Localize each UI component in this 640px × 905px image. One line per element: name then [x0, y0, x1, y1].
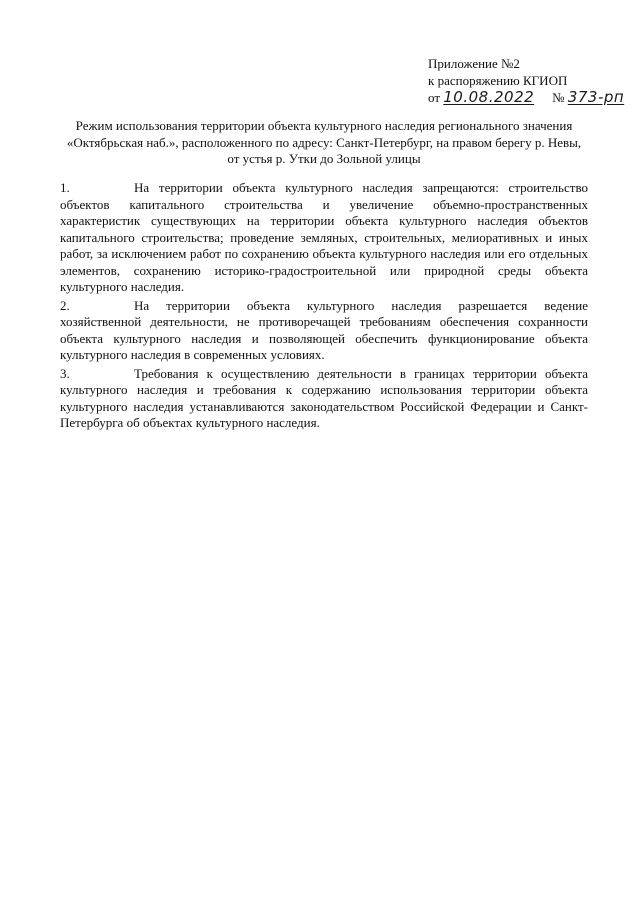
- paragraph-text: Требования к осуществлению деятельности в границах территории объекта культурного наследия и требования к содержанию использования территории объекта культурного наследия устанавливаются законодательством Российской Федерации и Санкт-Петербурга об объектах культурного наследия.: [60, 365, 588, 430]
- paragraph-text: На территории объекта культурного наследия запрещаются: строительство объектов капитального строительства и увеличение объемно-пространственных характеристик существующих на территории объекта культурного наследия объектов капитального строительства; проведение земляных, строительных, мелиоративных и иных работ, за исключением работ по сохранению объекта культурного наследия или его отдельных элементов, сохранению историко-градостроительной или природной среды объекта культурного наследия.: [60, 180, 588, 294]
- date-number-line: [428, 89, 628, 107]
- paragraph-number: 3.: [60, 365, 70, 381]
- handwritten-date: 10.08.2022: [443, 88, 535, 106]
- document-title: Режим использования территории объекта культурного наследия регионального значения «Октябрьская наб.», расположенного по адресу: Санкт-Петербург, на правом берегу р. Невы, от устья р. Утки до Зольной улицы: [66, 118, 582, 166]
- paragraph-number: 1.: [60, 180, 70, 195]
- date-prefix: от: [428, 90, 441, 105]
- paragraph-text: На территории объекта культурного наследия разрешается ведение хозяйственной деятельности, не противоречащей требованиям обеспечения сохранности объекта культурного наследия и позволяющей обеспечить функционирование объекта культурного наследия в современных условиях.: [60, 297, 588, 362]
- order-reference: к распоряжению КГИОП: [428, 72, 568, 88]
- appendix-header: [428, 56, 628, 107]
- paragraph-number: 2.: [60, 297, 70, 313]
- appendix-label: Приложение №2: [428, 56, 520, 71]
- number-prefix: №: [552, 90, 565, 105]
- document-body: [60, 180, 588, 434]
- paragraph-2: [60, 298, 588, 364]
- paragraph-3: [60, 366, 588, 432]
- paragraph-1: [60, 180, 588, 296]
- handwritten-number: 373-рп: [567, 88, 625, 106]
